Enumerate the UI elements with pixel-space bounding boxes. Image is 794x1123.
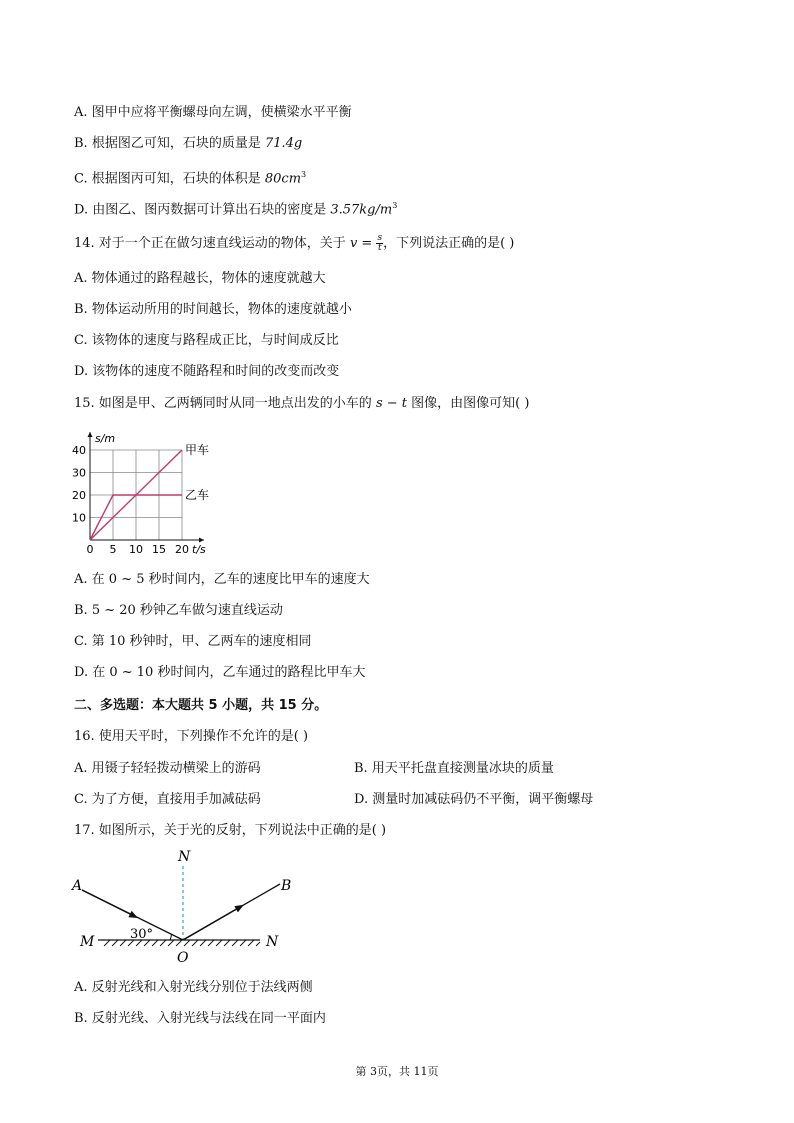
q14-option-c: C. 该物体的速度与路程成正比，与时间成反比 bbox=[74, 333, 339, 348]
q15-stem bbox=[74, 396, 529, 412]
q13-option-c-exponent: 3 bbox=[301, 170, 307, 179]
q14-stem-post: ，下列说法正确的是( ) bbox=[383, 236, 515, 251]
q13-option-b-text: B. 根据图乙可知，石块的质量是 bbox=[74, 136, 265, 151]
section-2-title: 二、多选题：本大题共 5 小题，共 15 分。 bbox=[74, 698, 328, 713]
x-axis-arrow bbox=[199, 538, 204, 543]
q13-option-d-text: D. 由图乙、图丙数据可计算出石块的密度是 bbox=[74, 202, 331, 218]
q15-option-d: D. 在 0 ~ 10 秒时间内，乙车通过的路程比甲车大 bbox=[74, 665, 366, 680]
q17-stem: 17. 如图所示，关于光的反射，下列说法中正确的是( ) bbox=[74, 823, 387, 838]
q14-option-b: B. 物体运动所用的时间越长，物体的速度就越小 bbox=[74, 302, 352, 317]
x-tick-label: 15 bbox=[152, 543, 166, 556]
q17-option-a: A. 反射光线和入射光线分别位于法线两侧 bbox=[74, 980, 313, 995]
series-label-1: 甲车 bbox=[185, 443, 210, 457]
q13-option-c-value: 80cm bbox=[264, 171, 302, 187]
label-n-top: N bbox=[178, 849, 191, 865]
q13-option-b-value: 71.4g bbox=[264, 136, 303, 151]
s-t-graph bbox=[64, 422, 224, 562]
mirror-hatching bbox=[104, 940, 260, 946]
q13-option-b bbox=[74, 136, 302, 152]
q14-formula-lhs: v = bbox=[349, 236, 377, 251]
q13-option-c-text: C. 根据图丙可知，石块的体积是 bbox=[74, 171, 265, 187]
series-label-2: 乙车 bbox=[185, 488, 210, 502]
q15-stem-math: s − t bbox=[375, 396, 408, 411]
q14-fraction-denominator: t bbox=[377, 243, 382, 253]
y-tick-label: 10 bbox=[72, 511, 86, 525]
label-angle: 30° bbox=[130, 927, 154, 942]
q16-stem: 16. 使用天平时，下列操作不允许的是( ) bbox=[74, 729, 309, 744]
reflected-ray-arrow bbox=[183, 907, 240, 940]
angle-arc bbox=[170, 934, 171, 940]
label-m: M bbox=[80, 934, 95, 950]
q14-stem bbox=[74, 234, 514, 253]
q16-option-d: D. 测量时加减砝码仍不平衡，调平衡螺母 bbox=[354, 792, 594, 807]
page-footer: 第 3页，共 11页 bbox=[355, 1065, 439, 1078]
label-a: A bbox=[72, 878, 83, 894]
q15-option-c: C. 第 10 秒钟时，甲、乙两车的速度相同 bbox=[74, 634, 312, 649]
x-tick-label: 20 bbox=[175, 543, 189, 556]
q16-option-c: C. 为了方便，直接用手加减砝码 bbox=[74, 792, 261, 807]
y-tick-label: 20 bbox=[72, 489, 86, 502]
x-tick-label: 0 bbox=[86, 543, 94, 556]
q17-option-b: B. 反射光线、入射光线与法线在同一平面内 bbox=[74, 1011, 326, 1026]
label-o: O bbox=[177, 950, 189, 966]
y-axis-arrow bbox=[88, 432, 93, 437]
q13-option-d-exponent: 3 bbox=[392, 201, 398, 210]
q15-stem-pre: 15. 如图是甲、乙两辆同时从同一地点出发的小车的 bbox=[74, 396, 376, 411]
x-tick-label: 5 bbox=[109, 543, 117, 556]
q15-option-b: B. 5 ~ 20 秒钟乙车做匀速直线运动 bbox=[74, 603, 283, 618]
y-tick-label: 30 bbox=[72, 466, 86, 480]
q16-option-a: A. 用镊子轻轻拨动横梁上的游码 bbox=[74, 761, 261, 776]
q15-option-a: A. 在 0 ~ 5 秒时间内，乙车的速度比甲车的速度大 bbox=[74, 572, 370, 587]
q13-option-a: A. 图甲中应将平衡螺母向左调，使横梁水平平衡 bbox=[74, 105, 352, 120]
x-axis-label: t/s bbox=[192, 543, 206, 556]
q15-stem-post: 图像，由图像可知( ) bbox=[407, 396, 530, 411]
q13-option-d-value: 3.57kg/m bbox=[330, 202, 393, 218]
x-tick-label: 10 bbox=[129, 543, 143, 556]
y-axis-label: s/m bbox=[95, 432, 116, 445]
q14-option-a: A. 物体通过的路程越长，物体的速度就越大 bbox=[74, 271, 326, 286]
q14-option-d: D. 该物体的速度不随路程和时间的改变而改变 bbox=[74, 364, 340, 379]
label-n-right: N bbox=[266, 934, 279, 950]
y-tick-label: 40 bbox=[72, 444, 86, 457]
label-b: B bbox=[281, 878, 292, 894]
q13-option-c bbox=[74, 167, 306, 187]
incident-ray-arrow bbox=[82, 890, 134, 916]
q16-option-b: B. 用天平托盘直接测量冰块的质量 bbox=[354, 761, 554, 776]
light-reflection-figure bbox=[68, 846, 298, 966]
q14-fraction-numerator: s bbox=[377, 233, 383, 243]
q13-option-d bbox=[74, 198, 397, 218]
q14-stem-pre: 14. 对于一个正在做匀速直线运动的物体，关于 bbox=[74, 236, 350, 251]
